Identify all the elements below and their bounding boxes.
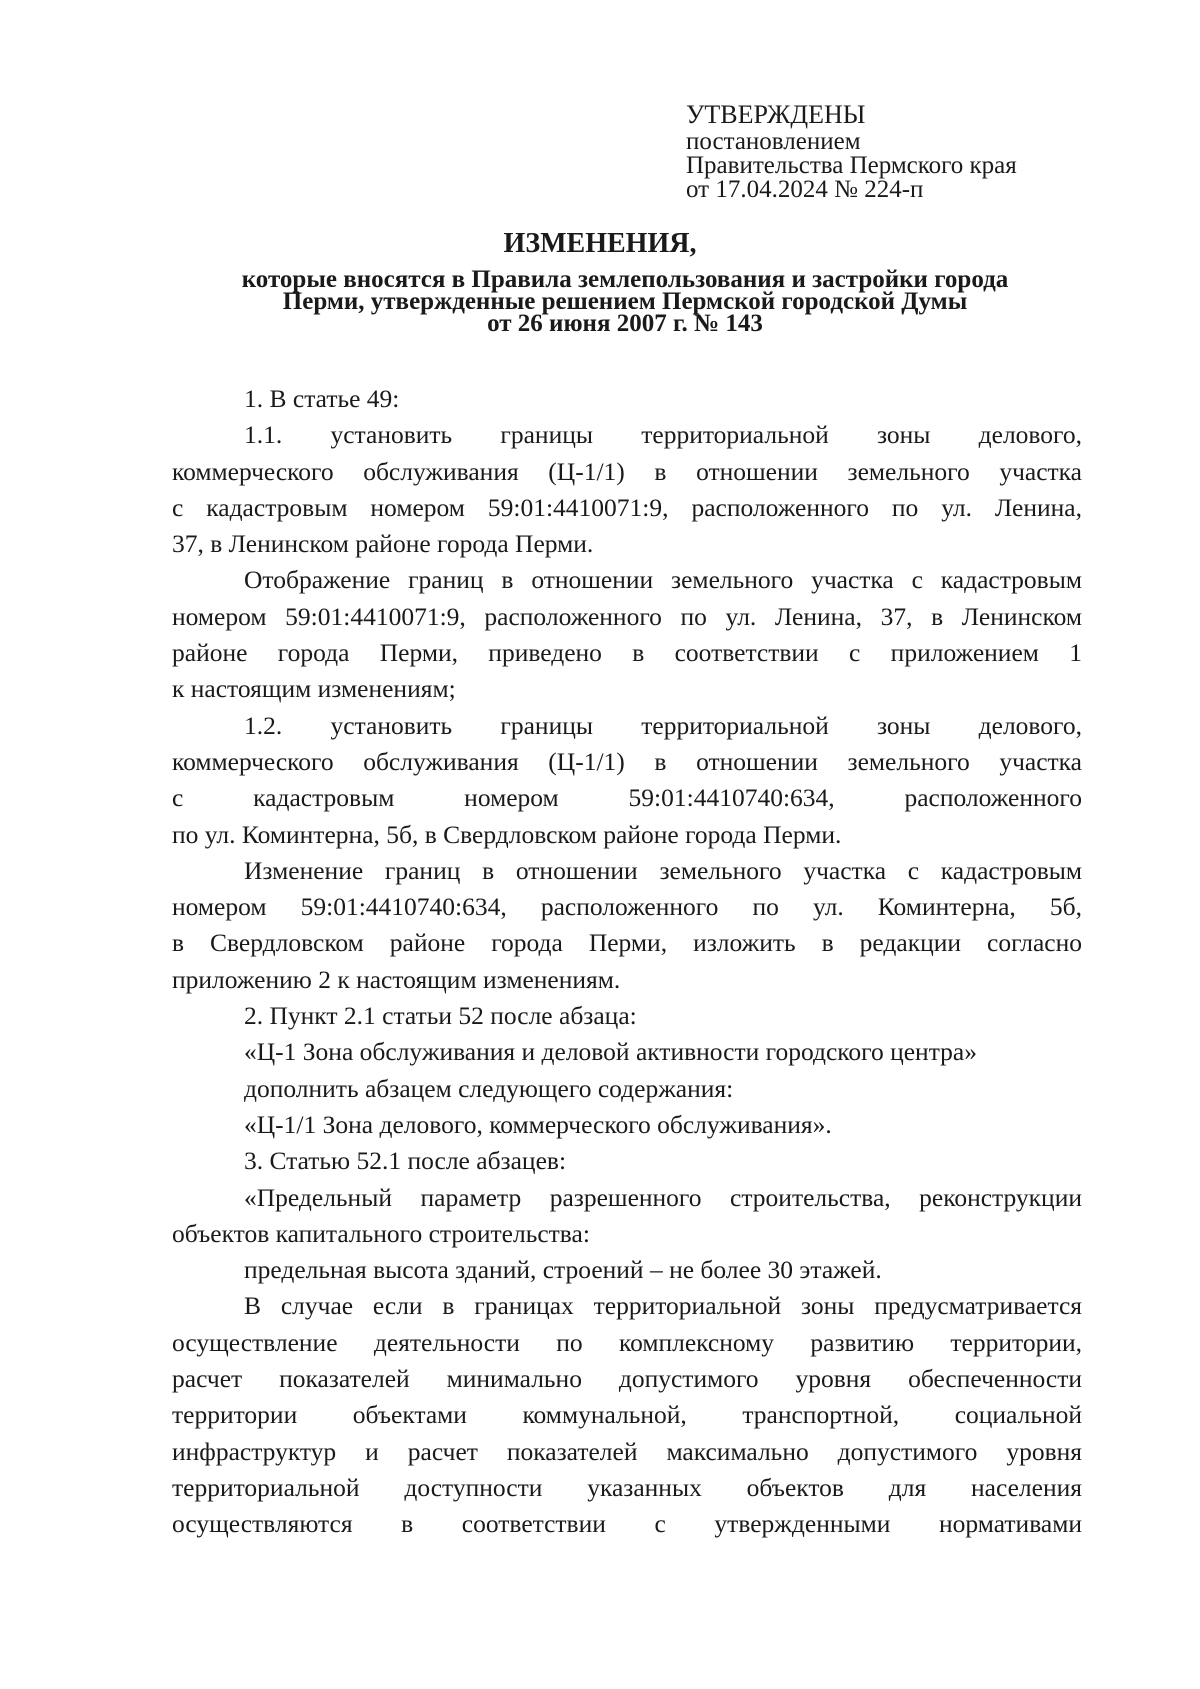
- paragraph-line: в Свердловском районе города Перми, изложить в редакции согласно: [172, 928, 1082, 958]
- paragraph-line: районе города Перми, приведено в соответствии с приложением 1: [172, 638, 1082, 668]
- paragraph-line: 2. Пункт 2.1 статьи 52 после абзаца:: [244, 1001, 637, 1031]
- paragraph-line: инфраструктур и расчет показателей максимально допустимого уровня: [172, 1436, 1082, 1466]
- approval-date: от 17.04.2024 № 224-п: [686, 176, 924, 203]
- paragraph-line: территории объектами коммунальной, транспортной, социальной: [172, 1400, 1082, 1430]
- approval-stamp: [686, 100, 1106, 202]
- subtitle-line: которые вносятся в Правила землепользования и застройки города: [241, 266, 1009, 293]
- paragraph-line: осуществление деятельности по комплексному развитию территории,: [172, 1327, 1082, 1357]
- approval-heading: УТВЕРЖДЕНЫ: [686, 100, 866, 129]
- paragraph-line: 1.2. установить границы территориальной зоны делового,: [244, 710, 1082, 740]
- paragraph-line: номером 59:01:4410740:634, расположенного по ул. Коминтерна, 5б,: [172, 892, 1082, 922]
- paragraph-line: коммерческого обслуживания (Ц-1/1) в отношении земельного участка: [172, 746, 1082, 776]
- approval-line: постановлением: [686, 128, 861, 155]
- paragraph-line: Изменение границ в отношении земельного участка с кадастровым: [244, 855, 1082, 885]
- paragraph-line: В случае если в границах территориальной зоны предусматривается: [244, 1291, 1082, 1321]
- paragraph-line: «Предельный параметр разрешенного строительства, реконструкции: [244, 1182, 1082, 1212]
- paragraph-line: 1.1. установить границы территориальной зоны делового,: [244, 420, 1082, 450]
- paragraph-line: с кадастровым номером 59:01:4410071:9, расположенного по ул. Ленина,: [172, 492, 1082, 522]
- document-subtitle: [180, 266, 1070, 337]
- approval-line: Правительства Пермского края: [686, 152, 1017, 179]
- paragraph-line: коммерческого обслуживания (Ц-1/1) в отношении земельного участка: [172, 456, 1082, 486]
- subtitle-line: от 26 июня 2007 г. № 143: [487, 310, 763, 337]
- paragraph-line: осуществляются в соответствии с утвержденными нормативами: [172, 1509, 1082, 1539]
- paragraph-line: «Ц-1 Зона обслуживания и деловой активности городского центра»: [244, 1037, 977, 1067]
- paragraph-line: объектов капитального строительства:: [172, 1218, 590, 1248]
- paragraph-line: по ул. Коминтерна, 5б, в Свердловском районе города Перми.: [172, 819, 842, 849]
- paragraph-line: расчет показателей минимально допустимого уровня обеспеченности: [172, 1364, 1082, 1394]
- paragraph-line: 37, в Ленинском районе города Перми.: [172, 529, 594, 559]
- paragraph-line: предельная высота зданий, строений – не более 30 этажей.: [244, 1255, 882, 1285]
- paragraph-line: 1. В статье 49:: [244, 384, 400, 413]
- paragraph-line: территориальной доступности указанных объектов для населения: [172, 1472, 1082, 1502]
- paragraph-line: Отображение границ в отношении земельного участка с кадастровым: [244, 565, 1082, 595]
- paragraph-line: приложению 2 к настоящим изменениям.: [172, 964, 621, 994]
- paragraph-line: номером 59:01:4410071:9, расположенного по ул. Ленина, 37, в Ленинском: [172, 601, 1082, 631]
- paragraph-line: 3. Статью 52.1 после абзацев:: [244, 1146, 567, 1176]
- subtitle-line: Перми, утвержденные решением Пермской городской Думы: [282, 288, 968, 315]
- paragraph-line: «Ц-1/1 Зона делового, коммерческого обслуживания».: [244, 1109, 832, 1139]
- document-title: ИЗМЕНЕНИЯ,: [503, 228, 697, 259]
- paragraph-line: дополнить абзацем следующего содержания:: [244, 1073, 734, 1103]
- paragraph-line: с кадастровым номером 59:01:4410740:634, расположенного: [172, 783, 1082, 813]
- paragraph-line: к настоящим изменениям;: [172, 674, 456, 704]
- document-body: [172, 381, 1082, 1543]
